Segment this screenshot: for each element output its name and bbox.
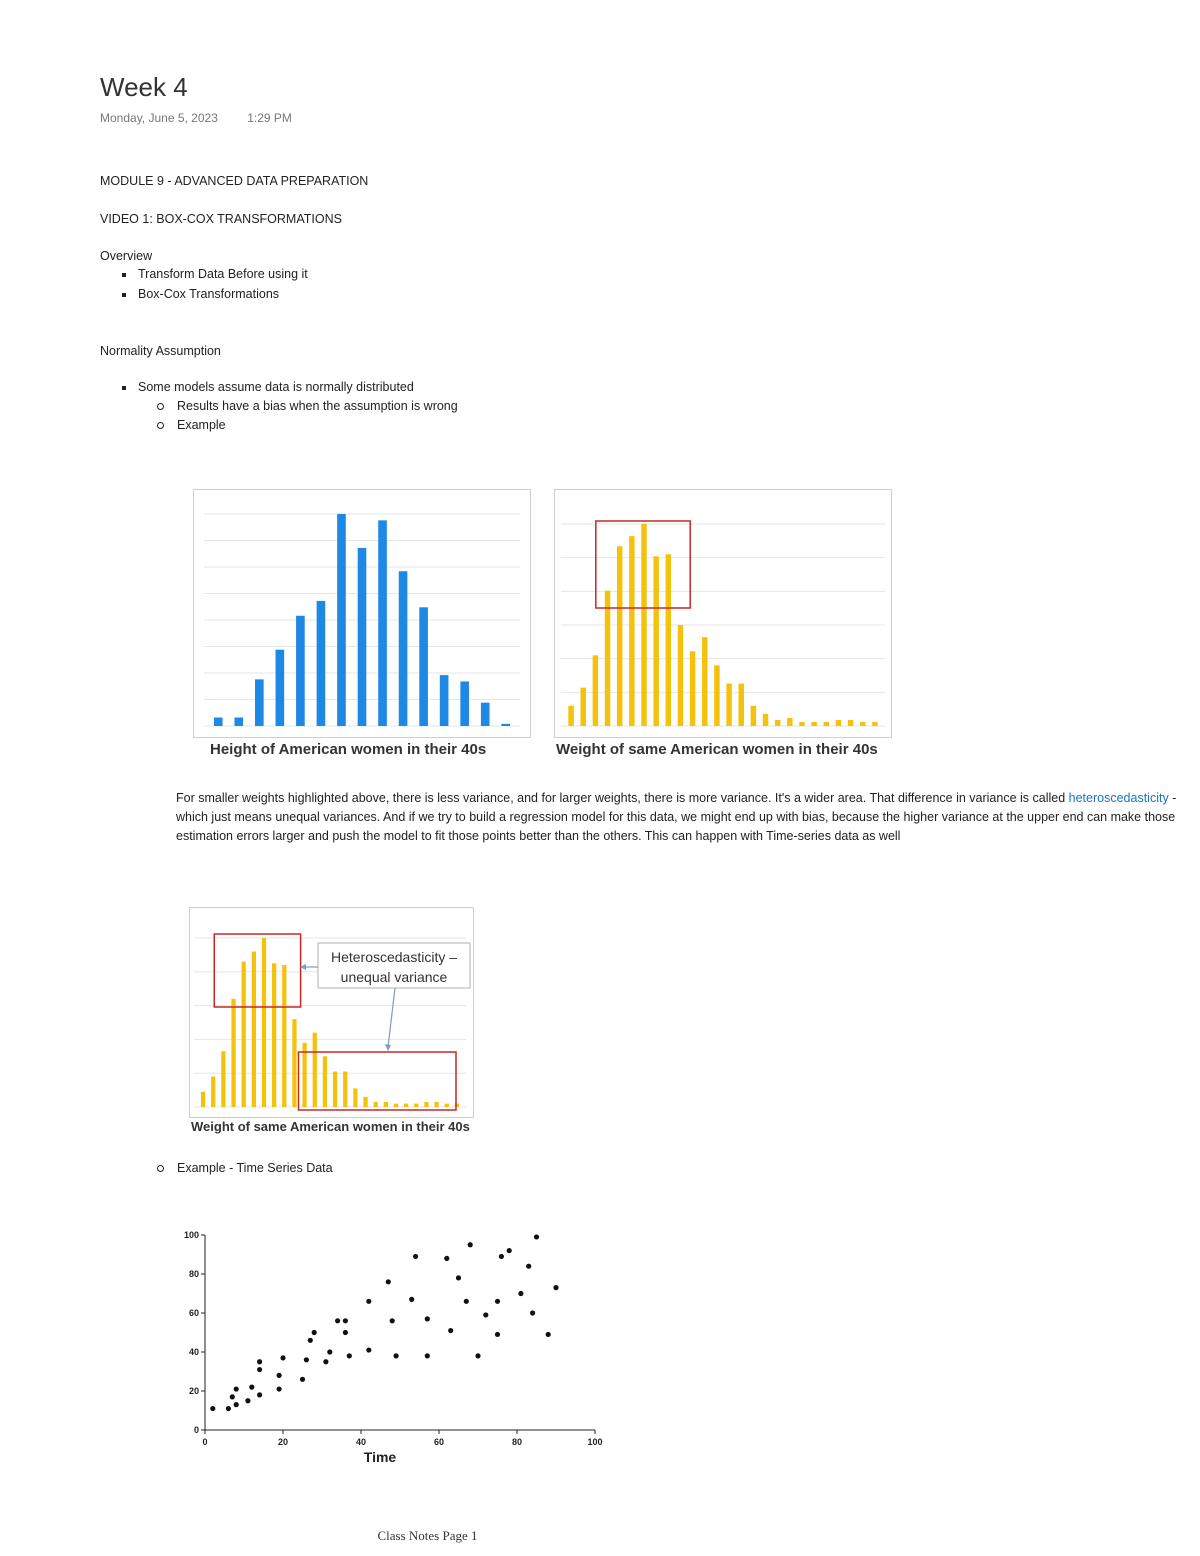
bar — [666, 554, 671, 726]
page-meta — [100, 111, 292, 125]
bar — [848, 720, 853, 726]
data-point — [475, 1353, 480, 1358]
x-tick-label: 0 — [202, 1437, 208, 1447]
annotated-chart-caption: Weight of same American women in their 40s — [191, 1119, 470, 1134]
data-point — [323, 1359, 328, 1364]
data-point — [327, 1349, 332, 1354]
heteroscedasticity-link[interactable]: heteroscedasticity — [1068, 791, 1169, 805]
video-heading: VIDEO 1: BOX-COX TRANSFORMATIONS — [100, 212, 342, 226]
data-point — [234, 1386, 239, 1391]
data-point — [300, 1377, 305, 1382]
bar — [617, 546, 622, 726]
time-series-scatter — [175, 1225, 615, 1475]
x-tick-label: 80 — [511, 1437, 523, 1447]
bar — [234, 718, 243, 726]
bar — [763, 714, 768, 726]
height-bar-chart — [194, 490, 530, 737]
data-point — [230, 1394, 235, 1399]
bar — [404, 1104, 408, 1107]
overview-item: Box-Cox Transformations — [138, 287, 280, 301]
arrow-line — [388, 988, 395, 1047]
data-point — [507, 1248, 512, 1253]
weight-bar-chart — [555, 490, 891, 737]
bar — [419, 607, 428, 726]
x-tick-label: 40 — [355, 1437, 367, 1447]
annotation-text: Heteroscedasticity – — [330, 949, 458, 965]
bar — [378, 520, 387, 726]
bullet-square-icon — [122, 293, 126, 297]
bar — [374, 1102, 378, 1107]
bar — [282, 965, 286, 1107]
data-point — [277, 1373, 282, 1378]
weight-chart-caption: Weight of same American women in their 40s — [556, 741, 878, 758]
data-point — [335, 1318, 340, 1323]
bar — [424, 1102, 428, 1107]
bar — [231, 999, 235, 1107]
bullet-square-icon — [122, 273, 126, 277]
data-point — [499, 1254, 504, 1259]
bar — [702, 637, 707, 726]
x-tick-label: 20 — [277, 1437, 289, 1447]
data-point — [366, 1347, 371, 1352]
data-point — [249, 1385, 254, 1390]
bar — [363, 1097, 367, 1107]
x-tick-label: 100 — [587, 1437, 603, 1447]
data-point — [444, 1256, 449, 1261]
bar — [580, 688, 585, 726]
y-tick-label: 20 — [188, 1386, 199, 1396]
paragraph-text: For smaller weights highlighted above, there is less variance, and for larger weights, there is more variance. It's a wider area. That difference in variance is called — [176, 791, 1069, 805]
bar — [313, 1033, 317, 1107]
bar — [799, 722, 804, 726]
data-point — [343, 1318, 348, 1323]
bar — [568, 706, 573, 726]
page-title: Week 4 — [100, 72, 188, 102]
highlight-box-high — [298, 1052, 456, 1110]
bar — [775, 720, 780, 726]
bar — [629, 536, 634, 726]
x-tick-label: 60 — [433, 1437, 445, 1447]
bar — [201, 1092, 205, 1107]
bar — [481, 703, 490, 726]
y-tick-label: 80 — [188, 1269, 199, 1279]
bar — [242, 962, 246, 1107]
data-point — [245, 1398, 250, 1403]
height-chart-caption: Height of American women in their 40s — [210, 741, 487, 758]
bar — [272, 963, 276, 1107]
heteroscedasticity-paragraph — [176, 789, 1181, 846]
bar — [872, 722, 877, 726]
bar — [399, 571, 408, 726]
bar — [414, 1104, 418, 1107]
data-point — [546, 1332, 551, 1337]
bar — [317, 601, 326, 726]
bar — [358, 548, 367, 726]
annotation-text: unequal variance — [340, 969, 448, 985]
bullet-circle-icon — [157, 403, 164, 410]
bar — [641, 524, 646, 726]
bar — [445, 1104, 449, 1107]
y-tick-label: 60 — [188, 1308, 199, 1318]
bar — [353, 1088, 357, 1107]
data-point — [277, 1386, 282, 1391]
data-point — [464, 1299, 469, 1304]
data-point — [226, 1406, 231, 1411]
data-point — [304, 1357, 309, 1362]
x-axis-label: Time — [363, 1449, 397, 1465]
bar — [262, 938, 266, 1107]
bullet-circle-icon — [157, 422, 164, 429]
data-point — [257, 1359, 262, 1364]
page-date: Monday, June 5, 2023 — [100, 111, 218, 125]
bar — [343, 1072, 347, 1107]
example-ts-label: Example - Time Series Data — [177, 1161, 333, 1175]
y-tick-label: 100 — [183, 1230, 199, 1240]
data-point — [518, 1291, 523, 1296]
overview-label: Overview — [100, 249, 153, 263]
data-point — [347, 1353, 352, 1358]
bar — [440, 675, 449, 726]
bar — [323, 1056, 327, 1107]
bar — [501, 724, 510, 726]
data-point — [495, 1299, 500, 1304]
bar — [836, 720, 841, 726]
data-point — [483, 1312, 488, 1317]
bar — [726, 684, 731, 726]
data-point — [425, 1316, 430, 1321]
data-point — [366, 1299, 371, 1304]
data-point — [210, 1406, 215, 1411]
bar — [690, 651, 695, 726]
normality-subitem: Example — [177, 418, 226, 432]
data-point — [386, 1279, 391, 1284]
bar — [860, 722, 865, 726]
bar — [221, 1051, 225, 1107]
data-point — [553, 1285, 558, 1290]
bar — [787, 718, 792, 726]
data-point — [413, 1254, 418, 1259]
page-time: 1:29 PM — [247, 111, 292, 125]
bar — [333, 1072, 337, 1107]
height-chart-image — [193, 489, 531, 738]
data-point — [425, 1353, 430, 1358]
bar — [751, 706, 756, 726]
bar — [653, 556, 658, 726]
normality-item: Some models assume data is normally distributed — [138, 380, 414, 394]
bar — [824, 722, 829, 726]
data-point — [530, 1310, 535, 1315]
bar — [211, 1077, 215, 1107]
normality-subitem: Results have a bias when the assumption is wrong — [177, 399, 458, 413]
bar — [605, 591, 610, 726]
bar — [434, 1102, 438, 1107]
bar — [292, 1019, 296, 1107]
bar — [276, 650, 285, 726]
highlight-box-low — [214, 934, 300, 1007]
data-point — [526, 1264, 531, 1269]
bar — [678, 625, 683, 726]
weight-chart-image — [554, 489, 892, 738]
y-tick-label: 0 — [193, 1425, 199, 1435]
normality-label: Normality Assumption — [100, 344, 221, 358]
bar — [252, 952, 256, 1107]
bar — [394, 1104, 398, 1107]
data-point — [257, 1392, 262, 1397]
page-footer: Class Notes Page 1 — [377, 1528, 478, 1543]
data-point — [308, 1338, 313, 1343]
bar — [738, 684, 743, 726]
bullet-circle-icon — [157, 1165, 164, 1172]
data-point — [257, 1367, 262, 1372]
y-tick-label: 40 — [188, 1347, 199, 1357]
bar — [714, 665, 719, 726]
data-point — [534, 1234, 539, 1239]
annotated-weight-bar-chart — [190, 908, 473, 1117]
data-point — [448, 1328, 453, 1333]
bar — [255, 679, 264, 726]
bar — [593, 655, 598, 726]
data-point — [495, 1332, 500, 1337]
data-point — [343, 1330, 348, 1335]
overview-item: Transform Data Before using it — [138, 267, 308, 281]
bar — [811, 722, 816, 726]
data-point — [468, 1242, 473, 1247]
bar — [296, 616, 305, 726]
data-point — [390, 1318, 395, 1323]
arrow-head — [385, 1044, 391, 1051]
data-point — [394, 1353, 399, 1358]
module-heading: MODULE 9 - ADVANCED DATA PREPARATION — [100, 174, 369, 188]
bar — [214, 718, 223, 726]
data-point — [234, 1402, 239, 1407]
time-series-scatter-chart — [175, 1225, 615, 1475]
bar — [384, 1102, 388, 1107]
bullet-square-icon — [122, 386, 126, 390]
heteroscedasticity-chart-image — [189, 907, 474, 1118]
data-point — [312, 1330, 317, 1335]
data-point — [456, 1275, 461, 1280]
paragraph-text: - which just means unequal variances. And if we try to build a regression model for this data, we might end up with bias, because the higher variance at the upper end can make those estimation errors larger and push the model to fit those points better than the others. This can happen with Time-series data as well — [176, 791, 1177, 843]
bar — [337, 514, 346, 726]
data-point — [280, 1355, 285, 1360]
bar — [460, 681, 469, 726]
data-point — [409, 1297, 414, 1302]
